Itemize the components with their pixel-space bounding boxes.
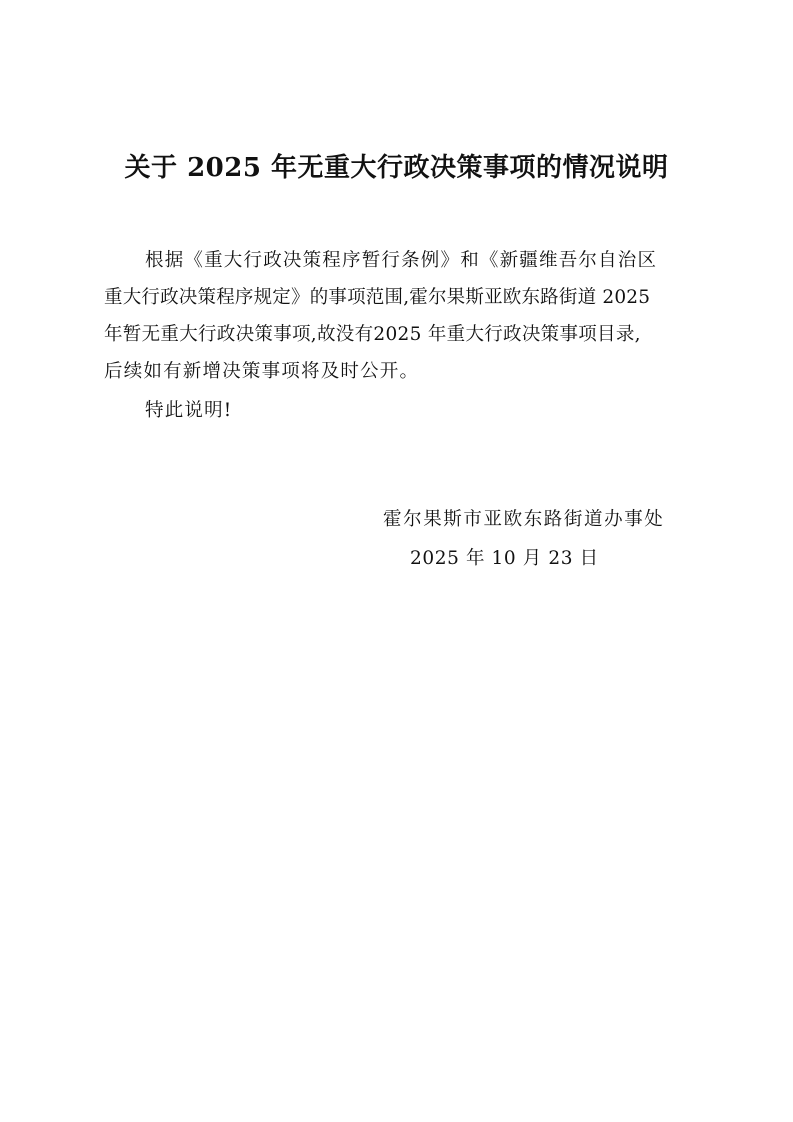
document-title: 关于 2025 年无重大行政决策事项的情况说明 — [124, 153, 669, 183]
signature-organization: 霍尔果斯市亚欧东路街道办事处 — [383, 509, 665, 530]
body-paragraph-line-3: 年暂无重大行政决策事项,故没有2025 年重大行政决策事项目录, — [104, 324, 641, 345]
body-paragraph-line-4: 后续如有新增决策事项将及时公开。 — [104, 361, 420, 382]
body-paragraph-line-1: 根据《重大行政决策程序暂行条例》和《新疆维吾尔自治区 — [145, 250, 658, 271]
body-paragraph-line-2: 重大行政决策程序规定》的事项范围,霍尔果斯亚欧东路街道 2025 — [104, 287, 651, 308]
signature-date: 2025 年 10 月 23 日 — [410, 548, 599, 569]
closing-statement: 特此说明! — [145, 400, 233, 421]
